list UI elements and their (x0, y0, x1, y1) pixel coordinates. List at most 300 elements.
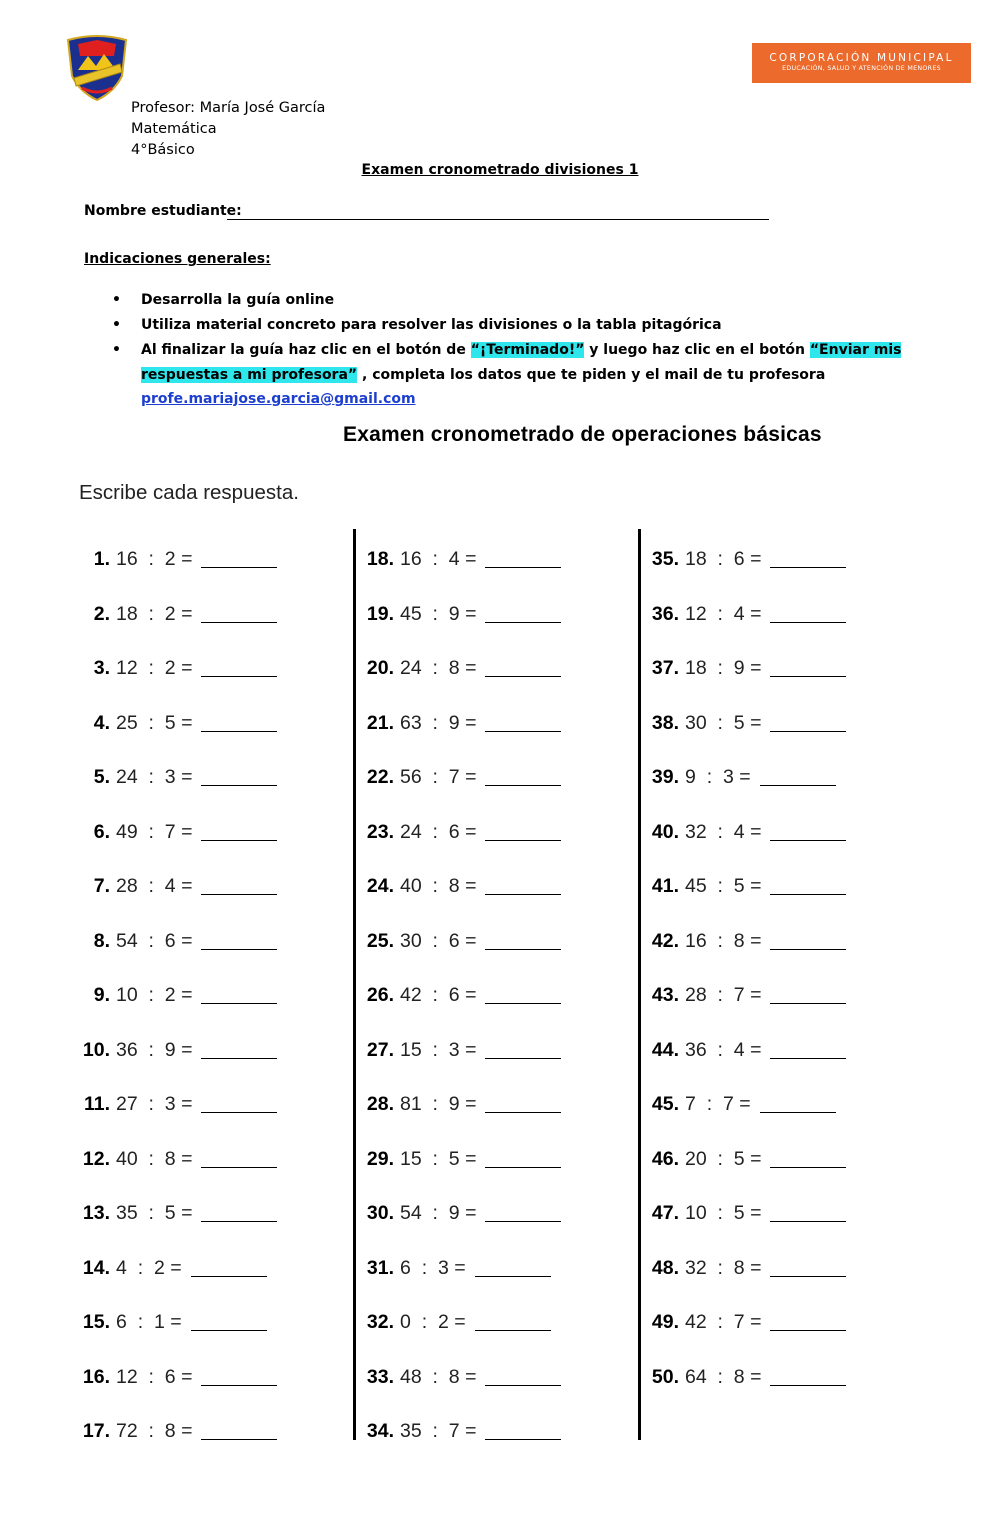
dividend: 7 (685, 1093, 696, 1115)
problem-item (66, 1148, 277, 1178)
answer-blank[interactable] (770, 1167, 846, 1168)
divisor: 8 (733, 1365, 745, 1388)
problem-number: 46. (651, 1147, 679, 1170)
problem-item (350, 766, 561, 796)
dividend: 72 (116, 1420, 138, 1442)
problem-number: 27. (366, 1038, 394, 1061)
bullet-item (112, 288, 922, 313)
problem-number: 23. (366, 820, 394, 843)
dividend: 6 (400, 1256, 411, 1279)
division-sign: : (706, 929, 734, 952)
division-sign: : (706, 1202, 734, 1224)
division-sign: : (137, 766, 165, 788)
problem-number: 28. (366, 1093, 394, 1115)
corp-line2: EDUCACIÓN, SALUD Y ATENCIÓN DE MENORES (782, 65, 941, 72)
division-sign: : (137, 984, 165, 1006)
equals-sign: = (744, 548, 762, 570)
divisor: 6 (448, 929, 460, 952)
problem-item (635, 984, 846, 1014)
dividend: 18 (116, 602, 138, 625)
equals-sign: = (175, 875, 193, 897)
problem-number: 31. (366, 1256, 394, 1279)
dividend: 10 (685, 1202, 707, 1224)
problem-item (635, 875, 846, 905)
dividend: 42 (685, 1311, 707, 1333)
dividend: 30 (685, 711, 707, 734)
dividend: 10 (116, 984, 138, 1006)
answer-blank[interactable] (191, 1276, 267, 1277)
equals-sign: = (459, 548, 477, 570)
divisor: 9 (448, 602, 460, 625)
answer-blank[interactable] (770, 949, 846, 950)
problem-item (350, 548, 561, 578)
dividend: 36 (116, 1038, 138, 1061)
division-sign: : (706, 1038, 734, 1061)
answer-blank[interactable] (770, 1385, 846, 1386)
problem-item (66, 930, 277, 960)
answer-blank[interactable] (201, 731, 277, 732)
problem-item (635, 1311, 846, 1341)
problem-item (350, 930, 561, 960)
answer-blank[interactable] (485, 1385, 561, 1386)
answer-blank[interactable] (485, 1221, 561, 1222)
problem-number: 15. (82, 1311, 110, 1333)
problem-number: 2. (93, 602, 110, 625)
answer-blank[interactable] (485, 731, 561, 732)
bullet-text: , completa los datos que te piden y el mail de tu profesora (357, 366, 826, 383)
equals-sign: = (175, 766, 193, 788)
divisor: 9 (448, 711, 460, 734)
problem-number: 35. (651, 548, 679, 570)
problem-number: 50. (651, 1365, 679, 1388)
divisor: 5 (164, 1202, 176, 1224)
division-sign: : (706, 1256, 734, 1279)
division-sign: : (410, 1256, 438, 1279)
problem-item (635, 603, 846, 633)
divisor: 3 (722, 766, 734, 788)
exam-title: Examen cronometrado divisiones 1 (361, 162, 639, 178)
dividend: 12 (116, 657, 138, 679)
divisor: 9 (164, 1038, 176, 1061)
problem-item (66, 548, 277, 578)
dividend: 35 (400, 1420, 422, 1442)
problem-number: 42. (651, 929, 679, 952)
problem-item (635, 1093, 836, 1123)
problem-item (635, 657, 846, 687)
division-sign: : (706, 984, 734, 1006)
division-sign: : (421, 820, 449, 843)
dividend: 32 (685, 1256, 707, 1279)
terminado-highlight: “¡Terminado!” (470, 342, 585, 358)
answer-blank[interactable] (201, 1221, 277, 1222)
problem-number: 16. (82, 1365, 110, 1388)
division-sign: : (421, 1147, 449, 1170)
problem-item (66, 766, 277, 796)
dividend: 20 (685, 1147, 707, 1170)
problem-number: 41. (651, 875, 679, 897)
answer-blank[interactable] (485, 1058, 561, 1059)
answer-blank[interactable] (201, 676, 277, 677)
answer-blank[interactable] (770, 1330, 846, 1331)
divisor: 4 (733, 820, 745, 843)
problem-number: 39. (651, 766, 679, 788)
equals-sign: = (175, 1202, 193, 1224)
problem-item (350, 984, 561, 1014)
problem-number: 24. (366, 875, 394, 897)
divisor: 7 (448, 766, 460, 788)
indications-title: Indicaciones generales: (84, 251, 271, 267)
answer-blank[interactable] (485, 1439, 561, 1440)
equals-sign: = (448, 1311, 466, 1333)
student-name-label: Nombre estudiante: (84, 203, 242, 219)
division-sign: : (706, 548, 734, 570)
divisor: 7 (722, 1093, 734, 1115)
problem-number: 19. (366, 602, 394, 625)
division-sign: : (706, 1147, 734, 1170)
problem-item (350, 821, 561, 851)
equals-sign: = (459, 711, 477, 734)
divisor: 2 (164, 657, 176, 679)
bullet-text: Utiliza material concreto para resolver las divisiones o la tabla pitagórica (141, 317, 722, 333)
equals-sign: = (459, 1038, 477, 1061)
division-sign: : (421, 1038, 449, 1061)
problem-number: 4. (93, 711, 110, 734)
division-sign: : (695, 1093, 723, 1115)
divisor: 3 (437, 1256, 449, 1279)
answer-blank[interactable] (770, 1058, 846, 1059)
problem-item (350, 1311, 551, 1341)
answer-blank[interactable] (201, 1385, 277, 1386)
problem-number: 32. (366, 1311, 394, 1333)
division-sign: : (126, 1311, 154, 1333)
divisor: 6 (733, 548, 745, 570)
division-sign: : (421, 1365, 449, 1388)
problem-item (635, 1202, 846, 1232)
division-sign: : (706, 875, 734, 897)
dividend: 54 (400, 1202, 422, 1224)
divisor: 8 (448, 1365, 460, 1388)
dividend: 24 (400, 820, 422, 843)
answer-blank[interactable] (485, 1167, 561, 1168)
answer-blank[interactable] (770, 622, 846, 623)
equals-sign: = (175, 1365, 193, 1388)
answer-blank[interactable] (485, 622, 561, 623)
bullet-item (112, 313, 922, 338)
dividend: 12 (685, 602, 707, 625)
dividend: 9 (685, 766, 696, 788)
division-sign: : (137, 1093, 165, 1115)
division-sign: : (421, 657, 449, 679)
divisor: 5 (733, 711, 745, 734)
problem-item (635, 821, 846, 851)
answer-blank[interactable] (201, 1058, 277, 1059)
division-sign: : (137, 1038, 165, 1061)
dividend: 0 (400, 1311, 411, 1333)
divisor: 8 (733, 1256, 745, 1279)
problem-item (635, 1039, 846, 1069)
divisor: 7 (448, 1420, 460, 1442)
instruction: Escribe cada respuesta. (79, 481, 299, 504)
division-sign: : (695, 766, 723, 788)
problem-item (350, 657, 561, 687)
dividend: 28 (116, 875, 138, 897)
equals-sign: = (459, 820, 477, 843)
division-sign: : (421, 875, 449, 897)
divisor: 8 (733, 929, 745, 952)
divisor: 1 (153, 1311, 165, 1333)
problem-item (350, 1039, 561, 1069)
teacher-email-link[interactable]: profe.mariajose.garcia@gmail.com (141, 391, 416, 407)
answer-blank[interactable] (201, 1439, 277, 1440)
divisor: 2 (164, 602, 176, 625)
equals-sign: = (175, 711, 193, 734)
dividend: 24 (116, 766, 138, 788)
problem-item (350, 1420, 561, 1450)
problem-item (635, 548, 846, 578)
equals-sign: = (744, 1256, 762, 1279)
divisor: 5 (733, 1147, 745, 1170)
problem-number: 12. (82, 1147, 110, 1170)
equals-sign: = (744, 1365, 762, 1388)
division-sign: : (706, 657, 734, 679)
equals-sign: = (175, 929, 193, 952)
equals-sign: = (175, 1038, 193, 1061)
problem-item (635, 1257, 846, 1287)
divisor: 7 (164, 820, 176, 843)
dividend: 45 (685, 875, 707, 897)
dividend: 12 (116, 1365, 138, 1388)
problem-item (66, 1202, 277, 1232)
division-sign: : (706, 711, 734, 734)
division-sign: : (421, 602, 449, 625)
problem-item (66, 1093, 277, 1123)
dividend: 40 (116, 1147, 138, 1170)
dividend: 32 (685, 820, 707, 843)
answer-blank[interactable] (770, 894, 846, 895)
dividend: 28 (685, 984, 707, 1006)
answer-blank[interactable] (770, 676, 846, 677)
indications-list (112, 288, 922, 412)
equals-sign: = (175, 1093, 193, 1115)
dividend: 49 (116, 820, 138, 843)
answer-blank[interactable] (201, 949, 277, 950)
problem-item (350, 1257, 551, 1287)
problem-number: 45. (651, 1093, 679, 1115)
dividend: 18 (685, 657, 707, 679)
division-sign: : (421, 1420, 449, 1442)
division-sign: : (137, 657, 165, 679)
answer-blank[interactable] (485, 785, 561, 786)
problem-item (66, 712, 277, 742)
student-name-field[interactable] (227, 219, 769, 220)
corporation-logo (752, 43, 971, 83)
problem-item (350, 875, 561, 905)
problem-item (66, 1257, 267, 1287)
dividend: 6 (116, 1311, 127, 1333)
problem-item (66, 1311, 267, 1341)
equals-sign: = (459, 929, 477, 952)
problem-number: 13. (82, 1202, 110, 1224)
division-sign: : (706, 1365, 734, 1388)
answer-blank[interactable] (770, 840, 846, 841)
equals-sign: = (733, 766, 751, 788)
dividend: 64 (685, 1365, 707, 1388)
answer-blank[interactable] (485, 949, 561, 950)
bullet-text: Desarrolla la guía online (141, 292, 335, 308)
problem-number: 26. (366, 984, 394, 1006)
bullet-text: Al finalizar la guía haz clic en el botón de (141, 342, 471, 358)
problem-item (350, 1202, 561, 1232)
division-sign: : (137, 875, 165, 897)
division-sign: : (421, 1093, 449, 1115)
dividend: 16 (116, 548, 138, 570)
equals-sign: = (744, 1038, 762, 1061)
answer-blank[interactable] (485, 1112, 561, 1113)
dividend: 56 (400, 766, 422, 788)
answer-blank[interactable] (475, 1330, 551, 1331)
divisor: 9 (448, 1202, 460, 1224)
problem-item (635, 1366, 846, 1396)
division-sign: : (137, 1202, 165, 1224)
divisor: 5 (733, 1202, 745, 1224)
dividend: 25 (116, 711, 138, 734)
answer-blank[interactable] (770, 731, 846, 732)
problem-number: 25. (366, 929, 394, 952)
answer-blank[interactable] (485, 840, 561, 841)
divisor: 4 (164, 875, 176, 897)
division-sign: : (421, 1202, 449, 1224)
answer-blank[interactable] (201, 1112, 277, 1113)
division-sign: : (137, 820, 165, 843)
answer-blank[interactable] (485, 676, 561, 677)
divisor: 2 (153, 1256, 165, 1279)
division-sign: : (137, 711, 165, 734)
answer-blank[interactable] (201, 840, 277, 841)
problem-number: 47. (651, 1202, 679, 1224)
equals-sign: = (175, 657, 193, 679)
problem-number: 9. (93, 984, 110, 1006)
answer-blank[interactable] (201, 1167, 277, 1168)
answer-blank[interactable] (770, 1003, 846, 1004)
answer-blank[interactable] (770, 1276, 846, 1277)
problem-number: 44. (651, 1038, 679, 1061)
divisor: 8 (448, 657, 460, 679)
equals-sign: = (744, 711, 762, 734)
problem-number: 34. (366, 1420, 394, 1442)
answer-blank[interactable] (770, 567, 846, 568)
problem-item (66, 603, 277, 633)
problem-item (66, 821, 277, 851)
equals-sign: = (175, 820, 193, 843)
divisor: 6 (164, 1365, 176, 1388)
divisor: 2 (164, 984, 176, 1006)
equals-sign: = (459, 766, 477, 788)
answer-blank[interactable] (485, 567, 561, 568)
problem-number: 11. (83, 1093, 110, 1115)
problem-number: 36. (651, 602, 679, 625)
division-sign: : (126, 1256, 154, 1279)
answer-blank[interactable] (760, 1112, 836, 1113)
dividend: 16 (685, 929, 707, 952)
problem-item (66, 875, 277, 905)
problem-item (635, 712, 846, 742)
answer-blank[interactable] (201, 1003, 277, 1004)
equals-sign: = (459, 657, 477, 679)
bullet-item (112, 338, 922, 412)
problem-item (350, 1148, 561, 1178)
answer-blank[interactable] (770, 1221, 846, 1222)
dividend: 27 (116, 1093, 138, 1115)
problem-item (350, 712, 561, 742)
equals-sign: = (164, 1311, 182, 1333)
dividend: 24 (400, 657, 422, 679)
problem-number: 1. (93, 548, 110, 570)
divisor: 6 (164, 929, 176, 952)
divisor: 4 (733, 602, 745, 625)
problem-number: 33. (366, 1365, 394, 1388)
dividend: 63 (400, 711, 422, 734)
problem-number: 29. (366, 1147, 394, 1170)
equals-sign: = (175, 548, 193, 570)
problem-number: 22. (366, 766, 394, 788)
problem-number: 37. (651, 657, 679, 679)
divisor: 6 (448, 984, 460, 1006)
problem-number: 43. (651, 984, 679, 1006)
division-sign: : (137, 1147, 165, 1170)
subject: Matemática (131, 121, 217, 137)
division-sign: : (421, 711, 449, 734)
problem-number: 18. (366, 548, 394, 570)
equals-sign: = (744, 1147, 762, 1170)
answer-blank[interactable] (485, 1003, 561, 1004)
problem-number: 6. (93, 820, 110, 843)
division-sign: : (410, 1311, 438, 1333)
equals-sign: = (459, 1365, 477, 1388)
problem-number: 21. (366, 711, 394, 734)
equals-sign: = (175, 1420, 193, 1442)
answer-blank[interactable] (485, 894, 561, 895)
division-sign: : (137, 1420, 165, 1442)
answer-blank[interactable] (201, 894, 277, 895)
quiz-title: Examen cronometrado de operaciones básicas (343, 423, 822, 446)
answer-blank[interactable] (201, 622, 277, 623)
answer-blank[interactable] (201, 785, 277, 786)
equals-sign: = (164, 1256, 182, 1279)
division-sign: : (421, 984, 449, 1006)
answer-blank[interactable] (475, 1276, 551, 1277)
answer-blank[interactable] (760, 785, 836, 786)
divisor: 3 (164, 1093, 176, 1115)
divisor: 7 (733, 1311, 745, 1333)
teacher-name: Profesor: María José García (131, 100, 326, 116)
divisor: 7 (733, 984, 745, 1006)
divisor: 4 (448, 548, 460, 570)
division-sign: : (137, 929, 165, 952)
divisor: 3 (164, 766, 176, 788)
answer-blank[interactable] (191, 1330, 267, 1331)
equals-sign: = (459, 875, 477, 897)
answer-blank[interactable] (201, 567, 277, 568)
divisor: 9 (733, 657, 745, 679)
divisor: 5 (448, 1147, 460, 1170)
equals-sign: = (175, 984, 193, 1006)
divisor: 4 (733, 1038, 745, 1061)
equals-sign: = (744, 875, 762, 897)
equals-sign: = (175, 1147, 193, 1170)
equals-sign: = (459, 984, 477, 1006)
dividend: 16 (400, 548, 422, 570)
divisor: 9 (448, 1093, 460, 1115)
